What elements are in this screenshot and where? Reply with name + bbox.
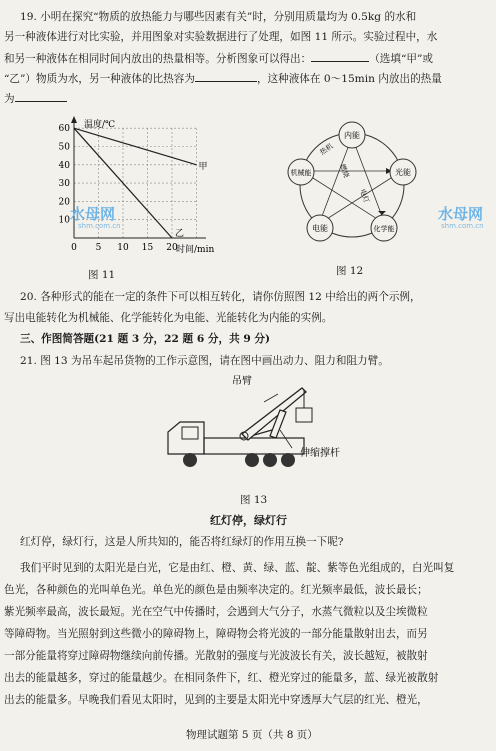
- y-tick-label: 50: [58, 142, 70, 153]
- figure-11-caption: 图 11: [88, 269, 116, 281]
- series-label-jia: 甲: [198, 161, 208, 172]
- node-label-mechanical-energy: 机械能: [290, 169, 312, 177]
- q20-line1: 20. 各种形式的能在一定的条件下可以相互转化，请你仿照图 12 中给出的两个示例，: [20, 291, 421, 303]
- y-tick-label: 30: [58, 179, 70, 190]
- q19-line4: [4, 70, 442, 86]
- figure-13-crane: [160, 372, 380, 482]
- q19-line3: [4, 50, 433, 66]
- y-tick-label: 10: [58, 215, 70, 226]
- star-lines: [302, 137, 402, 224]
- edge-label-burning: 燃烧: [338, 162, 351, 179]
- answer-blank-3[interactable]: [15, 90, 67, 102]
- x-tick-labels: [71, 243, 178, 253]
- answer-blank-2[interactable]: [195, 70, 257, 82]
- article-p2-line7: 出去的能量多。早晚我们看见太阳时，见到的主要是太阳光中穿透厚大气层的红光、橙光，: [4, 694, 428, 706]
- x-tick-label: 5: [95, 243, 102, 253]
- y-tick-label: 60: [58, 124, 70, 135]
- q19-line3-text-b: （选填“甲”或: [369, 53, 434, 65]
- node-label-electric-energy: 电能: [312, 224, 328, 233]
- q19-line1: 19. 小明在探究“物质的放热能力与哪些因素有关”时，分别用质量均为 0.5kg 的水和: [20, 11, 417, 23]
- article-p2-line4: 等障碍物。当光照射到这些微小的障碍物上，障碍物会将光波的一部分能量散射出去，而另: [4, 628, 428, 640]
- watermark-url-right: shm.com.cn: [441, 222, 484, 230]
- node-label-chemical-energy: 化学能: [373, 225, 395, 233]
- wheel-icon: [183, 453, 197, 467]
- q19-line4-text: “乙”）物质为水，另一种液体的比热容为: [4, 73, 195, 85]
- watermark-logo-right: 水母网: [438, 205, 484, 223]
- node-label-internal-energy: 内能: [344, 131, 360, 140]
- q20-line2: 写出电能转化为机械能、化学能转化为电能、光能转化为内能的实例。: [4, 312, 333, 324]
- figure-12-diagram: [282, 115, 422, 255]
- article-p2-line5: 一部分能量将穿过障碍物继续向前传播。光散射的强度与光波波长有关，波长越短，被散射: [4, 650, 428, 662]
- wheel-icon: [281, 453, 295, 467]
- wheel-icon: [245, 453, 259, 467]
- q19-line3-text: 和另一种液体在相同时间内放出的热量相等。分析图象可以得出：: [4, 53, 312, 65]
- figure-11-chart: [28, 112, 228, 257]
- q19-line2: 另一种液体进行对比实验，并用图象对实验数据进行了处理，如图 11 所示。实验过程中，水: [4, 31, 438, 43]
- article-p2-line3: 紫光频率最高，波长最短。光在空气中传播时，会遇到大气分子，水蒸气微粒以及尘埃微粒: [4, 606, 428, 618]
- edge-label-heat-engine: 热机: [318, 142, 335, 157]
- label-crane-arm: 吊臂: [232, 376, 252, 387]
- label-telescopic-rod: 伸缩撑杆: [300, 448, 340, 459]
- article-p1: 红灯停，绿灯行，这是人所共知的，能否将红绿灯的作用互换一下呢?: [20, 536, 344, 548]
- q19-line5: [4, 90, 67, 106]
- answer-blank-1[interactable]: [311, 50, 369, 62]
- arrow-icon: [378, 211, 386, 215]
- y-tick-labels: [59, 124, 71, 226]
- wheel-icon: [263, 453, 277, 467]
- watermark-logo-left: 水母网: [70, 205, 116, 223]
- watermark-url-left: shm.com.cn: [78, 222, 121, 230]
- series-label-yi: 乙: [175, 229, 185, 239]
- article-p2-line2: 色光，各种颜色的光叫单色光。单色光的颜色是由频率决定的。红光频率最低，波长最长；: [4, 584, 428, 596]
- q19-line4-text-b: ，这种液体在 0～15min 内放出的热量: [256, 73, 442, 85]
- figure-12-caption: 图 12: [336, 265, 364, 277]
- y-tick-label: 40: [58, 160, 70, 171]
- article-p2-line1: 我们平时见到的太阳光是白光，它是由红、橙、黄、绿、蓝、靛、紫等色光组成的，白光叫复: [20, 562, 455, 574]
- q19-line5-text: 为: [4, 93, 15, 105]
- cargo-box: [296, 408, 312, 422]
- node-label-light-energy: 光能: [395, 168, 411, 177]
- pointer-rod: [280, 430, 292, 448]
- edge-label-lamp: 电灯: [358, 187, 371, 204]
- x-tick-label: 10: [117, 243, 129, 253]
- truck-bed: [204, 438, 304, 454]
- article-title: 红灯停，绿灯行: [210, 514, 287, 527]
- article-p2-line6: 出去的能量越多，穿过的能量越少。在相同条件下，红、橙光穿过的能量多，蓝、绿光被散射: [4, 672, 439, 684]
- y-axis-arrow-icon: [71, 116, 77, 123]
- x-tick-label: 0: [71, 243, 77, 253]
- pointer-arm: [264, 394, 278, 402]
- q21-text: 21. 图 13 为吊车起吊货物的工作示意图，请在图中画出动力、阻力和阻力臂。: [20, 355, 389, 367]
- y-tick-label: 20: [58, 197, 70, 208]
- truck-window: [182, 427, 198, 439]
- x-tick-label: 15: [141, 243, 154, 253]
- section-3-heading: 三、作图简答题(21 题 3 分，22 题 6 分，共 9 分): [20, 333, 271, 345]
- y-axis-label: 温度/℃: [84, 120, 116, 130]
- x-axis-label: 时间/min: [176, 245, 215, 255]
- page-footer: 物理试题第 5 页（共 8 页）: [186, 729, 318, 741]
- figure-13-caption: 图 13: [240, 494, 268, 506]
- x-tick-label: 20: [166, 243, 178, 253]
